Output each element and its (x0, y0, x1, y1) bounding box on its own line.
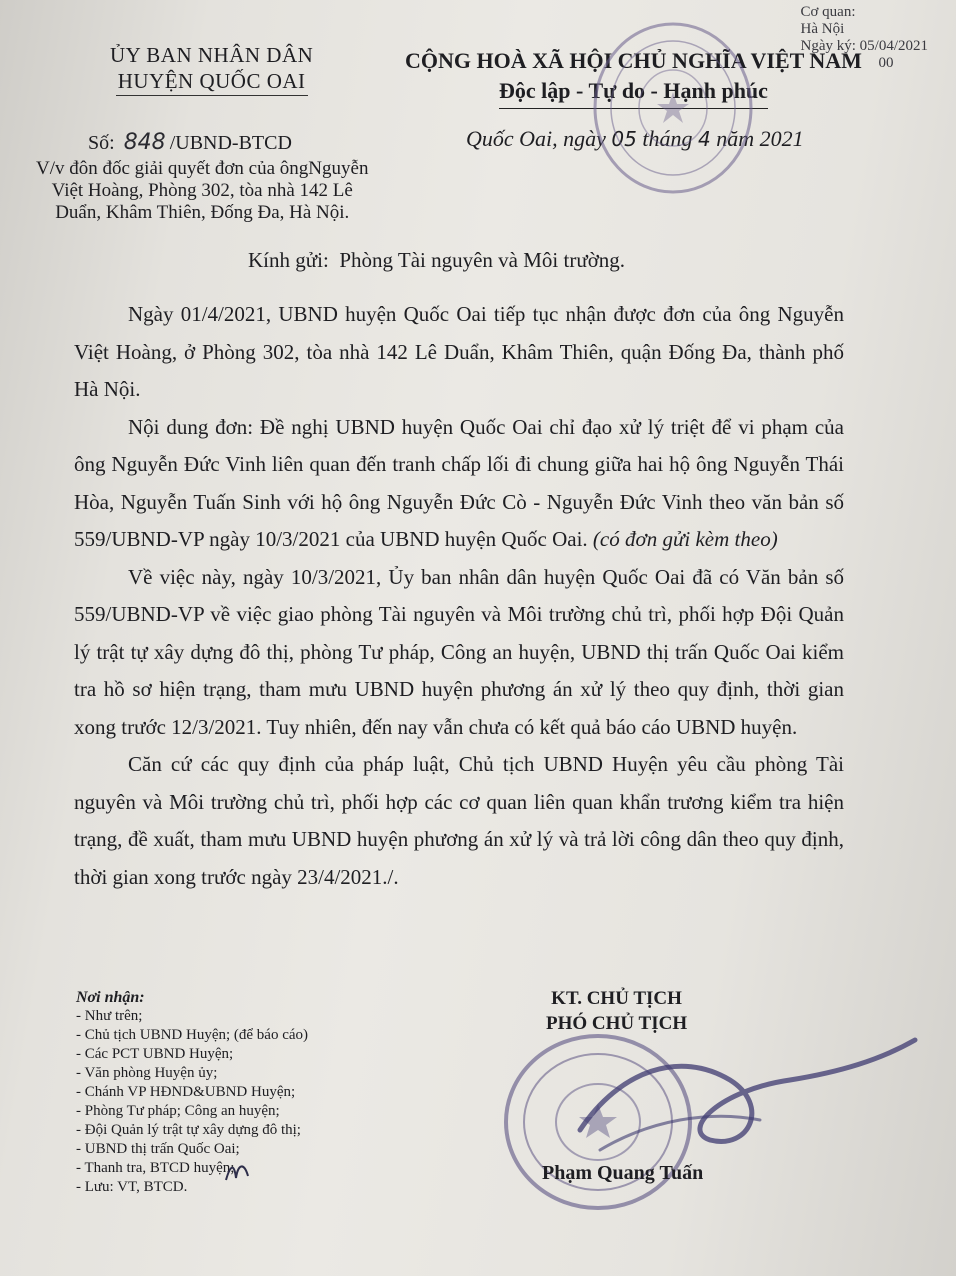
date-year: năm 2021 (716, 126, 804, 151)
digital-sig-line4: 00 (878, 55, 894, 71)
org-line1: ỦY BAN NHÂN DÂN (110, 43, 314, 67)
doc-no-prefix: Số: (88, 132, 115, 154)
doc-no-handwritten: 848 (123, 130, 166, 155)
initials-mark (222, 1158, 252, 1186)
body-paragraph-4: Căn cứ các quy định của pháp luật, Chủ tịch UBND Huyện yêu cầu phòng Tài nguyên và Môi trường chủ trì, phối hợp các cơ quan liên quan khẩn trương kiểm tra hiện trạng, đề xuất, tham mưu UBND huyện phương án xử lý và trả lời công dân theo quy định, thời gian xong trước ngày 23/4/2021./. (74, 752, 844, 889)
body-paragraph-2-note: (có đơn gửi kèm theo) (592, 527, 778, 551)
body-paragraph-2-text: Nội dung đơn: Đề nghị UBND huyện Quốc Oai chỉ đạo xử lý triệt để vi phạm của ông Nguyễn Đức Vinh liên quan đến tranh chấp lối đi chung giữa hai hộ ông Nguyễn Thái Hòa, Nguyễn Tuấn Sinh với hộ ông Nguyễn Đức Cò - Nguyễn Đức Vinh theo văn bản số 559/UBND-VP ngày 10/3/2021 của UBND huyện Quốc Oai. (74, 414, 844, 551)
recipient-item: - Lưu: VT, BTCD. (76, 1179, 188, 1195)
subject-line1: V/v đôn đốc giải quyết đơn của ôngNguyễn (36, 158, 369, 179)
recipient-item: - Phòng Tư pháp; Công an huyện; (76, 1103, 280, 1119)
official-stamp-top (588, 18, 758, 198)
recipients-list (76, 988, 308, 1197)
body-paragraph-2 (74, 409, 844, 559)
recipient-item: - Các PCT UBND Huyện; (76, 1046, 234, 1062)
issuing-organization (110, 42, 313, 96)
recipient-item: - UBND thị trấn Quốc Oai; (76, 1141, 240, 1157)
subject-line3: Duẩn, Khâm Thiên, Đống Đa, Hà Nội. (55, 202, 350, 223)
recipient-item: - Chánh VP HĐND&UBND Huyện; (76, 1084, 296, 1100)
recipient-item: - Chủ tịch UBND Huyện; (để báo cáo) (76, 1027, 309, 1043)
document-number (88, 130, 292, 155)
signer-name: Phạm Quang Tuấn (542, 1162, 704, 1184)
digital-sig-line3: Ngày ký: 05/04/2021 (800, 38, 928, 54)
nation-line1: CỘNG HOÀ XÃ HỘI CHỦ NGHĨA VIỆT NAM (405, 48, 862, 73)
signature-title1: KT. CHỦ TỊCH (551, 988, 682, 1009)
body-paragraph-3: Về việc này, ngày 10/3/2021, Ủy ban nhân dân huyện Quốc Oai đã có Văn bản số 559/UBND-VP về việc giao phòng Tài nguyên và Môi trường chủ trì, phối hợp Đội Quản lý trật tự xây dựng đô thị, phòng Tư pháp, Công an huyện, UBND thị trấn Quốc Oai kiểm tra hồ sơ hiện trạng, tham mưu UBND huyện phương án xử lý theo quy định, thời gian xong trước 12/3/2021. Tuy nhiên, đến nay vẫn chưa có kết quả báo cáo UBND huyện. (74, 564, 844, 739)
subject-line2: Việt Hoàng, Phòng 302, tòa nhà 142 Lê (51, 180, 353, 201)
body-paragraph-1: Ngày 01/4/2021, UBND huyện Quốc Oai tiếp tục nhận được đơn của ông Nguyễn Việt Hoàng, ở Phòng 302, tòa nhà 142 Lê Duẩn, Khâm Thiên, quận Đống Đa, thành phố Hà Nội. (74, 302, 844, 401)
recipients-heading: Nơi nhận: (76, 989, 145, 1006)
digital-sig-line2: Hà Nội (800, 21, 845, 37)
date-month-label: tháng (642, 126, 693, 151)
recipient-item: - Như trên; (76, 1008, 143, 1024)
recipient-item: - Đội Quản lý trật tự xây dựng đô thị; (76, 1122, 301, 1138)
recipient-name: Phòng Tài nguyên và Môi trường. (339, 248, 626, 272)
digital-sig-line1: Cơ quan: (800, 4, 856, 20)
date-place: Quốc Oai, ngày (466, 126, 606, 151)
document-subject (36, 158, 368, 224)
recipient-label: Kính gửi: (248, 248, 329, 272)
date-month: 4 (698, 127, 711, 151)
org-line2: HUYỆN QUỐC OAI (116, 68, 308, 96)
recipient-item: - Thanh tra, BTCD huyện; (76, 1160, 235, 1176)
recipient-line (248, 248, 625, 273)
nation-motto: Độc lập - Tự do - Hạnh phúc (499, 76, 768, 109)
recipient-item: - Văn phòng Huyện ủy; (76, 1065, 218, 1081)
date-day: 05 (611, 127, 637, 151)
doc-no-suffix: /UBND-BTCD (169, 132, 292, 154)
signature-title2: PHÓ CHỦ TỊCH (546, 1013, 688, 1034)
document-body (74, 296, 844, 896)
